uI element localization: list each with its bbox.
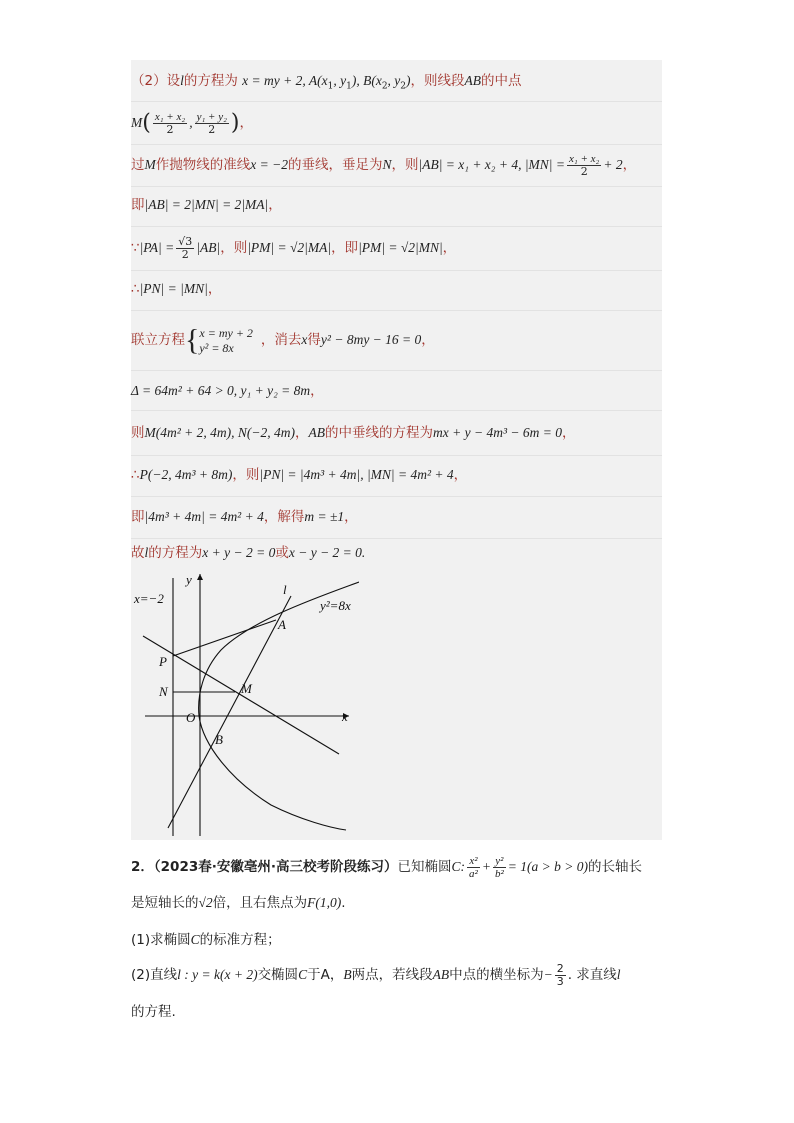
solution-line-12: 故l的方程为x + y − 2 = 0或x − y − 2 = 0. [131, 545, 366, 561]
separator [131, 226, 662, 227]
parabola-diagram [131, 570, 359, 840]
separator [131, 144, 662, 145]
label-A: A [278, 617, 286, 632]
question-2-part-2: (2)直线l : y = k(x + 2)交椭圆C于A，B两点，若线段AB中点的横坐标为− $\frac{2}{3}$ . 求直线l [131, 961, 621, 988]
question-2-part-2-cont: 的方程. [131, 1004, 176, 1020]
label-directrix: x=−2 [134, 591, 164, 606]
solution-line-1: （2）设l的方程为 x = my + 2, $A(x_1$, $y_1$), $B(x_2$, $y_2$)，则线段AB的中点 [131, 73, 522, 92]
separator [131, 310, 662, 311]
solution-line-7: 联立方程{ x = my + 2 y² = 8x ，消去x得y² − 8my − 16 = 0， [131, 323, 435, 357]
question-2-part-1: (1)求椭圆C的标准方程； [131, 932, 281, 948]
separator [131, 270, 662, 271]
solution-line-2: M( $\frac{\text{x₁ + x₂}}{2}$ , $\frac{\text{y₁ + y₂}}{2}$ )， [131, 110, 253, 136]
y-axis-arrow [197, 574, 203, 580]
label-O: O [186, 710, 196, 725]
separator [131, 538, 662, 539]
label-N: N [159, 684, 168, 699]
solution-line-4: 即|AB| = 2|MN| = 2|MA|， [131, 197, 282, 213]
label-P: P [159, 654, 167, 669]
solution-line-5: ∵|PA| = $\frac{√3}{2}$ |AB|，则|PM| = √2|MA|，即|PM| = √2|MN|， [131, 235, 457, 261]
separator [131, 496, 662, 497]
question-2-line-2: 是短轴长的√2倍，且右焦点为F(1,0). [131, 895, 346, 911]
separator [131, 186, 662, 187]
separator [131, 101, 662, 102]
solution-line-3: 过M作抛物线的准线x = −2的垂线，垂足为N，则|AB| = x₁ + x₂ + 4, |MN| = $\frac{\text{x₁ + x₂}}{2}$ + 2， [131, 153, 637, 178]
separator [131, 410, 662, 411]
label-x: x [342, 709, 348, 724]
separator [131, 455, 662, 456]
parabola-figure [131, 570, 359, 840]
solution-line-11: 即|4m³ + 4m| = 4m² + 4，解得m = ±1， [131, 509, 358, 525]
label-M: M [241, 681, 252, 696]
question-2-stem: 2．（2023春·安徽亳州·高三校考阶段练习）已知椭圆C: $\frac{\text{x²}}{\text{a²}}$ + $\frac{\text{y²}}{\text{b²}}$ = 1(a > b > 0)的长轴长 [131, 854, 642, 880]
solution-line-6: ∴|PN| = |MN|， [131, 281, 222, 297]
label-l: l [283, 582, 287, 597]
separator [131, 370, 662, 371]
segment-PA [173, 620, 276, 656]
label-y: y [186, 572, 192, 587]
solution-line-9: 则M(4m² + 2, 4m), N(−2, 4m)，AB的中垂线的方程为mx + y − 4m³ − 6m = 0， [131, 425, 576, 441]
label-B: B [215, 732, 223, 747]
solution-line-10: ∴P(−2, 4m³ + 8m)，则|PN| = |4m³ + 4m|, |MN| = 4m² + 4， [131, 467, 468, 483]
solution-line-8: Δ = 64m² + 64 > 0, y₁ + y₂ = 8m， [131, 383, 324, 399]
label-parabola: y²=8x [320, 598, 351, 613]
